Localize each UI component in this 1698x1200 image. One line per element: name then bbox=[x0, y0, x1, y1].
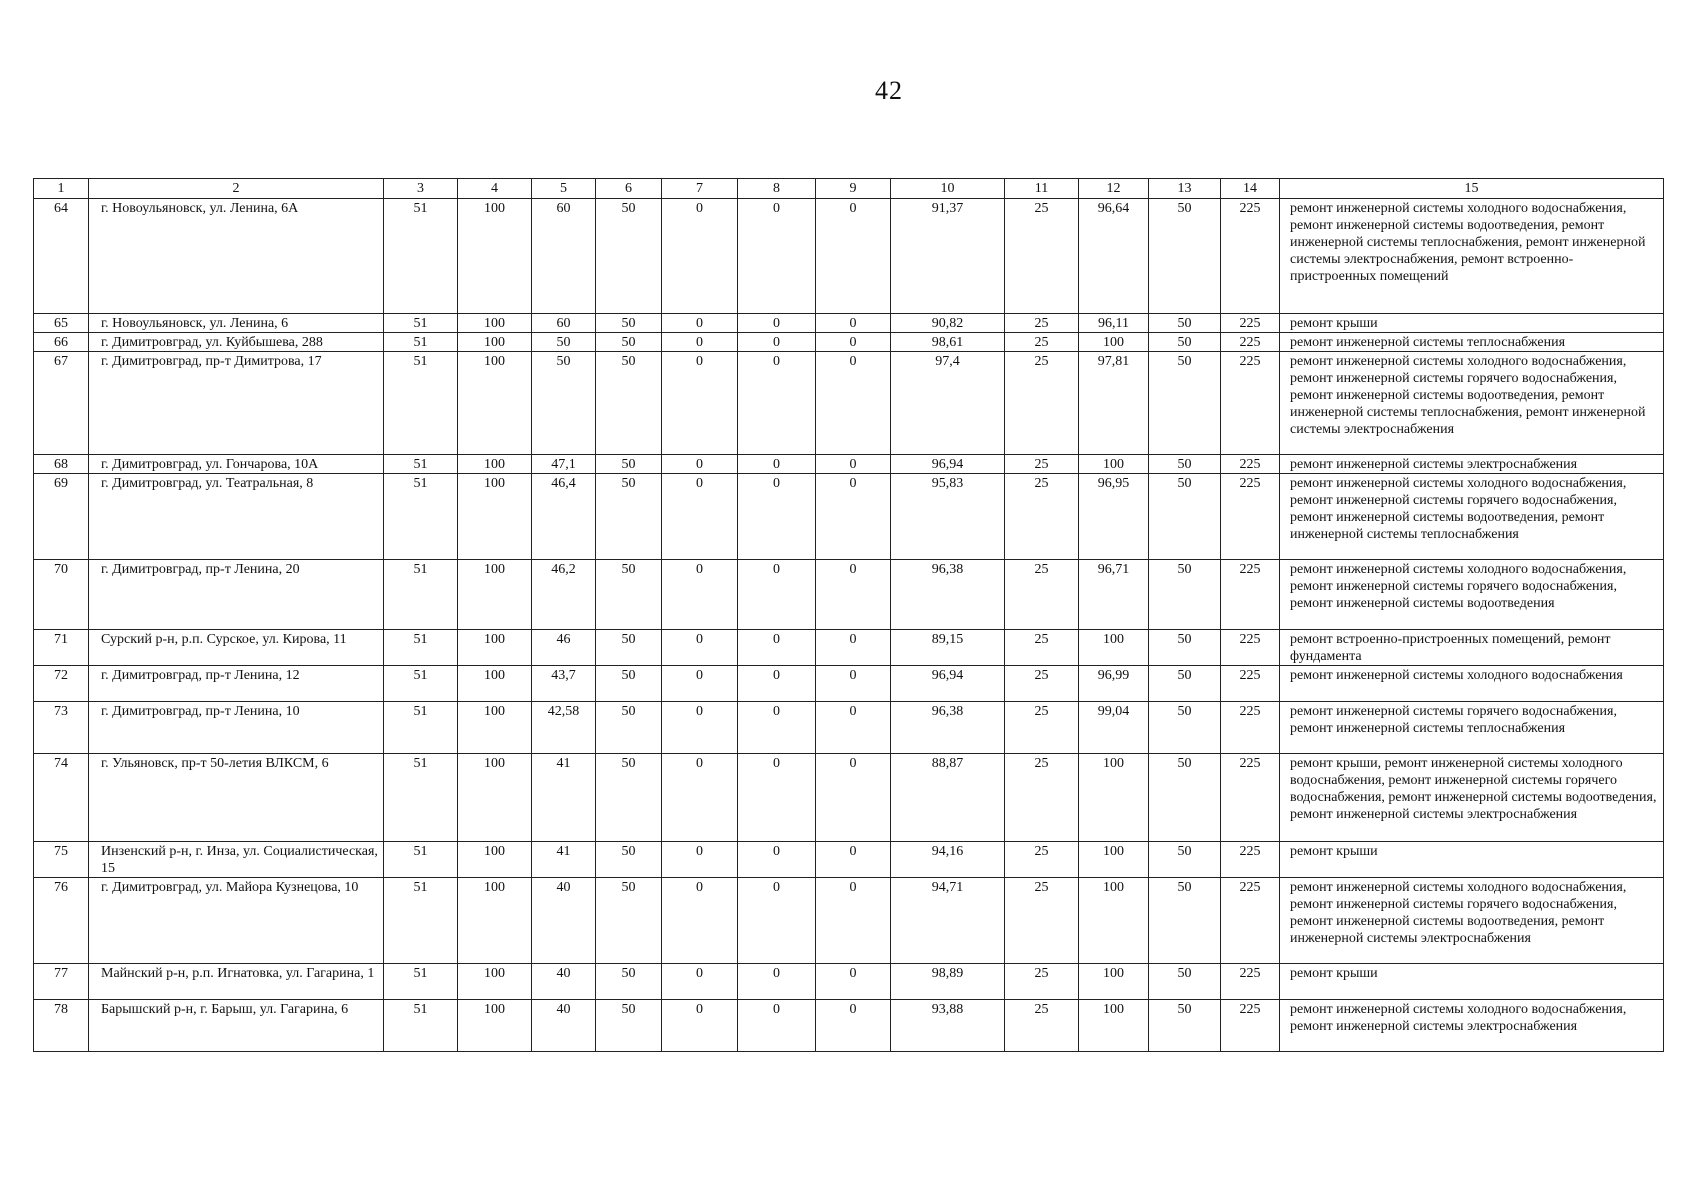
value-cell: 88,87 bbox=[891, 754, 1005, 842]
table-row bbox=[34, 842, 1664, 878]
value-cell: 50 bbox=[1149, 560, 1221, 630]
value-cell: 0 bbox=[816, 474, 891, 560]
value-cell: 51 bbox=[384, 333, 458, 352]
address-cell: г. Новоульяновск, ул. Ленина, 6 bbox=[89, 314, 384, 333]
works-cell: ремонт инженерной системы холодного водоснабжения bbox=[1280, 666, 1664, 702]
value-cell: 0 bbox=[816, 666, 891, 702]
value-cell: 100 bbox=[458, 333, 532, 352]
value-cell: 25 bbox=[1005, 333, 1079, 352]
column-header: 14 bbox=[1221, 179, 1280, 199]
column-header: 8 bbox=[738, 179, 816, 199]
value-cell: 225 bbox=[1221, 702, 1280, 754]
value-cell: 46 bbox=[532, 630, 596, 666]
value-cell: 40 bbox=[532, 878, 596, 964]
value-cell: 0 bbox=[662, 878, 738, 964]
value-cell: 100 bbox=[1079, 333, 1149, 352]
value-cell: 96,99 bbox=[1079, 666, 1149, 702]
value-cell: 225 bbox=[1221, 314, 1280, 333]
value-cell: 0 bbox=[738, 474, 816, 560]
value-cell: 50 bbox=[1149, 754, 1221, 842]
value-cell: 0 bbox=[816, 702, 891, 754]
value-cell: 0 bbox=[662, 666, 738, 702]
value-cell: 225 bbox=[1221, 1000, 1280, 1052]
value-cell: 41 bbox=[532, 754, 596, 842]
value-cell: 50 bbox=[596, 754, 662, 842]
value-cell: 60 bbox=[532, 314, 596, 333]
value-cell: 225 bbox=[1221, 754, 1280, 842]
value-cell: 0 bbox=[738, 666, 816, 702]
row-number: 78 bbox=[34, 1000, 89, 1052]
column-header: 9 bbox=[816, 179, 891, 199]
value-cell: 0 bbox=[816, 878, 891, 964]
value-cell: 225 bbox=[1221, 842, 1280, 878]
value-cell: 0 bbox=[662, 199, 738, 314]
value-cell: 100 bbox=[458, 754, 532, 842]
value-cell: 95,83 bbox=[891, 474, 1005, 560]
value-cell: 98,61 bbox=[891, 333, 1005, 352]
value-cell: 0 bbox=[738, 333, 816, 352]
value-cell: 0 bbox=[662, 754, 738, 842]
value-cell: 25 bbox=[1005, 560, 1079, 630]
value-cell: 40 bbox=[532, 964, 596, 1000]
column-header: 10 bbox=[891, 179, 1005, 199]
value-cell: 91,37 bbox=[891, 199, 1005, 314]
value-cell: 96,94 bbox=[891, 455, 1005, 474]
value-cell: 25 bbox=[1005, 199, 1079, 314]
value-cell: 99,04 bbox=[1079, 702, 1149, 754]
value-cell: 0 bbox=[662, 1000, 738, 1052]
value-cell: 0 bbox=[662, 333, 738, 352]
value-cell: 50 bbox=[596, 474, 662, 560]
value-cell: 100 bbox=[458, 455, 532, 474]
value-cell: 51 bbox=[384, 560, 458, 630]
value-cell: 225 bbox=[1221, 474, 1280, 560]
value-cell: 51 bbox=[384, 842, 458, 878]
value-cell: 0 bbox=[816, 199, 891, 314]
works-cell: ремонт инженерной системы холодного водоснабжения, ремонт инженерной системы горячего водоснабжения, ремонт инженерной системы водоотведения bbox=[1280, 560, 1664, 630]
address-cell: Барышский р-н, г. Барыш, ул. Гагарина, 6 bbox=[89, 1000, 384, 1052]
value-cell: 25 bbox=[1005, 474, 1079, 560]
value-cell: 50 bbox=[1149, 964, 1221, 1000]
value-cell: 100 bbox=[458, 1000, 532, 1052]
works-cell: ремонт инженерной системы холодного водоснабжения, ремонт инженерной системы горячего водоснабжения, ремонт инженерной системы водоотведения, ремонт инженерной системы электроснабжения bbox=[1280, 878, 1664, 964]
address-cell: г. Новоульяновск, ул. Ленина, 6А bbox=[89, 199, 384, 314]
value-cell: 100 bbox=[1079, 630, 1149, 666]
address-cell: г. Ульяновск, пр-т 50-летия ВЛКСМ, 6 bbox=[89, 754, 384, 842]
value-cell: 0 bbox=[816, 455, 891, 474]
value-cell: 225 bbox=[1221, 333, 1280, 352]
value-cell: 93,88 bbox=[891, 1000, 1005, 1052]
value-cell: 225 bbox=[1221, 560, 1280, 630]
value-cell: 100 bbox=[458, 878, 532, 964]
value-cell: 0 bbox=[738, 702, 816, 754]
table-row bbox=[34, 333, 1664, 352]
table-row bbox=[34, 352, 1664, 455]
row-number: 68 bbox=[34, 455, 89, 474]
value-cell: 0 bbox=[738, 560, 816, 630]
works-cell: ремонт крыши bbox=[1280, 314, 1664, 333]
value-cell: 51 bbox=[384, 1000, 458, 1052]
value-cell: 225 bbox=[1221, 964, 1280, 1000]
address-cell: Инзенский р-н, г. Инза, ул. Социалистическая, 15 bbox=[89, 842, 384, 878]
value-cell: 0 bbox=[662, 842, 738, 878]
value-cell: 0 bbox=[738, 754, 816, 842]
value-cell: 96,64 bbox=[1079, 199, 1149, 314]
value-cell: 0 bbox=[662, 455, 738, 474]
value-cell: 100 bbox=[1079, 842, 1149, 878]
row-number: 75 bbox=[34, 842, 89, 878]
address-cell: г. Димитровград, пр-т Димитрова, 17 bbox=[89, 352, 384, 455]
value-cell: 50 bbox=[1149, 1000, 1221, 1052]
column-header: 4 bbox=[458, 179, 532, 199]
header-row bbox=[34, 179, 1664, 199]
works-cell: ремонт крыши bbox=[1280, 964, 1664, 1000]
value-cell: 0 bbox=[662, 314, 738, 333]
value-cell: 50 bbox=[532, 333, 596, 352]
value-cell: 94,16 bbox=[891, 842, 1005, 878]
table-row bbox=[34, 1000, 1664, 1052]
value-cell: 0 bbox=[662, 630, 738, 666]
column-header: 12 bbox=[1079, 179, 1149, 199]
value-cell: 51 bbox=[384, 878, 458, 964]
works-cell: ремонт инженерной системы холодного водоснабжения, ремонт инженерной системы водоотведения, ремонт инженерной системы теплоснабжения, ремонт инженерной системы электроснабжения, ремонт встроенно-пристроенных помещений bbox=[1280, 199, 1664, 314]
value-cell: 50 bbox=[596, 630, 662, 666]
value-cell: 51 bbox=[384, 314, 458, 333]
value-cell: 25 bbox=[1005, 630, 1079, 666]
value-cell: 50 bbox=[596, 352, 662, 455]
table-row bbox=[34, 314, 1664, 333]
value-cell: 25 bbox=[1005, 878, 1079, 964]
value-cell: 0 bbox=[816, 314, 891, 333]
value-cell: 50 bbox=[1149, 352, 1221, 455]
value-cell: 42,58 bbox=[532, 702, 596, 754]
works-cell: ремонт инженерной системы холодного водоснабжения, ремонт инженерной системы горячего водоснабжения, ремонт инженерной системы водоотведения, ремонт инженерной системы теплоснабжения, ремонт инженерной системы электроснабжения bbox=[1280, 352, 1664, 455]
value-cell: 0 bbox=[816, 754, 891, 842]
works-cell: ремонт инженерной системы теплоснабжения bbox=[1280, 333, 1664, 352]
value-cell: 0 bbox=[738, 314, 816, 333]
value-cell: 98,89 bbox=[891, 964, 1005, 1000]
value-cell: 100 bbox=[1079, 964, 1149, 1000]
value-cell: 51 bbox=[384, 199, 458, 314]
row-number: 65 bbox=[34, 314, 89, 333]
value-cell: 50 bbox=[1149, 474, 1221, 560]
address-cell: г. Димитровград, пр-т Ленина, 20 bbox=[89, 560, 384, 630]
value-cell: 50 bbox=[596, 666, 662, 702]
address-cell: г. Димитровград, пр-т Ленина, 12 bbox=[89, 666, 384, 702]
works-cell: ремонт встроенно-пристроенных помещений, ремонт фундамента bbox=[1280, 630, 1664, 666]
value-cell: 50 bbox=[596, 702, 662, 754]
column-header: 13 bbox=[1149, 179, 1221, 199]
value-cell: 97,4 bbox=[891, 352, 1005, 455]
value-cell: 0 bbox=[738, 199, 816, 314]
value-cell: 50 bbox=[596, 878, 662, 964]
value-cell: 96,11 bbox=[1079, 314, 1149, 333]
value-cell: 0 bbox=[816, 964, 891, 1000]
value-cell: 0 bbox=[662, 560, 738, 630]
value-cell: 51 bbox=[384, 754, 458, 842]
value-cell: 51 bbox=[384, 474, 458, 560]
value-cell: 225 bbox=[1221, 666, 1280, 702]
address-cell: г. Димитровград, ул. Куйбышева, 288 bbox=[89, 333, 384, 352]
row-number: 72 bbox=[34, 666, 89, 702]
value-cell: 100 bbox=[1079, 1000, 1149, 1052]
works-cell: ремонт крыши, ремонт инженерной системы холодного водоснабжения, ремонт инженерной системы горячего водоснабжения, ремонт инженерной системы водоотведения, ремонт инженерной системы электроснабжения bbox=[1280, 754, 1664, 842]
value-cell: 51 bbox=[384, 455, 458, 474]
value-cell: 100 bbox=[458, 560, 532, 630]
value-cell: 225 bbox=[1221, 455, 1280, 474]
value-cell: 100 bbox=[458, 630, 532, 666]
value-cell: 0 bbox=[816, 842, 891, 878]
value-cell: 0 bbox=[738, 842, 816, 878]
value-cell: 50 bbox=[1149, 842, 1221, 878]
table-row bbox=[34, 878, 1664, 964]
value-cell: 225 bbox=[1221, 878, 1280, 964]
address-cell: г. Димитровград, ул. Майора Кузнецова, 10 bbox=[89, 878, 384, 964]
value-cell: 50 bbox=[596, 199, 662, 314]
value-cell: 100 bbox=[458, 199, 532, 314]
value-cell: 97,81 bbox=[1079, 352, 1149, 455]
table-row bbox=[34, 474, 1664, 560]
value-cell: 50 bbox=[1149, 199, 1221, 314]
value-cell: 100 bbox=[458, 314, 532, 333]
value-cell: 100 bbox=[458, 842, 532, 878]
value-cell: 50 bbox=[596, 1000, 662, 1052]
value-cell: 51 bbox=[384, 964, 458, 1000]
value-cell: 100 bbox=[1079, 878, 1149, 964]
value-cell: 0 bbox=[816, 333, 891, 352]
value-cell: 96,95 bbox=[1079, 474, 1149, 560]
value-cell: 50 bbox=[1149, 666, 1221, 702]
column-header: 3 bbox=[384, 179, 458, 199]
value-cell: 96,71 bbox=[1079, 560, 1149, 630]
address-cell: г. Димитровград, ул. Гончарова, 10А bbox=[89, 455, 384, 474]
value-cell: 43,7 bbox=[532, 666, 596, 702]
row-number: 67 bbox=[34, 352, 89, 455]
address-cell: г. Димитровград, ул. Театральная, 8 bbox=[89, 474, 384, 560]
value-cell: 100 bbox=[458, 474, 532, 560]
value-cell: 25 bbox=[1005, 314, 1079, 333]
value-cell: 46,4 bbox=[532, 474, 596, 560]
table-row bbox=[34, 560, 1664, 630]
table-row bbox=[34, 199, 1664, 314]
address-cell: г. Димитровград, пр-т Ленина, 10 bbox=[89, 702, 384, 754]
value-cell: 50 bbox=[1149, 455, 1221, 474]
value-cell: 0 bbox=[816, 630, 891, 666]
works-cell: ремонт инженерной системы холодного водоснабжения, ремонт инженерной системы горячего водоснабжения, ремонт инженерной системы водоотведения, ремонт инженерной системы теплоснабжения bbox=[1280, 474, 1664, 560]
value-cell: 100 bbox=[458, 666, 532, 702]
repair-table bbox=[33, 178, 1664, 1052]
value-cell: 96,38 bbox=[891, 702, 1005, 754]
table-row bbox=[34, 630, 1664, 666]
value-cell: 89,15 bbox=[891, 630, 1005, 666]
table-row bbox=[34, 666, 1664, 702]
value-cell: 50 bbox=[596, 455, 662, 474]
row-number: 70 bbox=[34, 560, 89, 630]
value-cell: 25 bbox=[1005, 1000, 1079, 1052]
value-cell: 90,82 bbox=[891, 314, 1005, 333]
value-cell: 25 bbox=[1005, 352, 1079, 455]
row-number: 73 bbox=[34, 702, 89, 754]
value-cell: 0 bbox=[738, 352, 816, 455]
table-row bbox=[34, 702, 1664, 754]
value-cell: 50 bbox=[596, 842, 662, 878]
value-cell: 51 bbox=[384, 666, 458, 702]
value-cell: 25 bbox=[1005, 666, 1079, 702]
value-cell: 50 bbox=[596, 333, 662, 352]
column-header: 11 bbox=[1005, 179, 1079, 199]
address-cell: Сурский р-н, р.п. Сурское, ул. Кирова, 11 bbox=[89, 630, 384, 666]
value-cell: 0 bbox=[738, 1000, 816, 1052]
value-cell: 47,1 bbox=[532, 455, 596, 474]
column-header: 5 bbox=[532, 179, 596, 199]
row-number: 77 bbox=[34, 964, 89, 1000]
row-number: 74 bbox=[34, 754, 89, 842]
table-row bbox=[34, 754, 1664, 842]
value-cell: 0 bbox=[738, 630, 816, 666]
value-cell: 0 bbox=[738, 878, 816, 964]
value-cell: 50 bbox=[532, 352, 596, 455]
value-cell: 96,94 bbox=[891, 666, 1005, 702]
address-cell: Майнский р-н, р.п. Игнатовка, ул. Гагарина, 1 bbox=[89, 964, 384, 1000]
works-cell: ремонт инженерной системы электроснабжения bbox=[1280, 455, 1664, 474]
column-header: 1 bbox=[34, 179, 89, 199]
row-number: 66 bbox=[34, 333, 89, 352]
value-cell: 50 bbox=[596, 964, 662, 1000]
row-number: 71 bbox=[34, 630, 89, 666]
value-cell: 94,71 bbox=[891, 878, 1005, 964]
value-cell: 0 bbox=[738, 964, 816, 1000]
value-cell: 100 bbox=[1079, 754, 1149, 842]
value-cell: 51 bbox=[384, 702, 458, 754]
value-cell: 50 bbox=[1149, 314, 1221, 333]
table-row bbox=[34, 455, 1664, 474]
value-cell: 100 bbox=[458, 702, 532, 754]
value-cell: 51 bbox=[384, 352, 458, 455]
value-cell: 25 bbox=[1005, 754, 1079, 842]
works-cell: ремонт крыши bbox=[1280, 842, 1664, 878]
value-cell: 0 bbox=[816, 1000, 891, 1052]
works-cell: ремонт инженерной системы холодного водоснабжения, ремонт инженерной системы электроснабжения bbox=[1280, 1000, 1664, 1052]
value-cell: 0 bbox=[816, 560, 891, 630]
value-cell: 60 bbox=[532, 199, 596, 314]
value-cell: 225 bbox=[1221, 630, 1280, 666]
table-row bbox=[34, 964, 1664, 1000]
value-cell: 100 bbox=[1079, 455, 1149, 474]
page-number: 42 bbox=[875, 76, 903, 105]
works-cell: ремонт инженерной системы горячего водоснабжения, ремонт инженерной системы теплоснабжения bbox=[1280, 702, 1664, 754]
value-cell: 25 bbox=[1005, 842, 1079, 878]
value-cell: 50 bbox=[1149, 630, 1221, 666]
row-number: 69 bbox=[34, 474, 89, 560]
value-cell: 25 bbox=[1005, 455, 1079, 474]
value-cell: 46,2 bbox=[532, 560, 596, 630]
value-cell: 225 bbox=[1221, 199, 1280, 314]
value-cell: 0 bbox=[662, 474, 738, 560]
value-cell: 0 bbox=[662, 702, 738, 754]
value-cell: 96,38 bbox=[891, 560, 1005, 630]
value-cell: 40 bbox=[532, 1000, 596, 1052]
value-cell: 25 bbox=[1005, 702, 1079, 754]
column-header: 6 bbox=[596, 179, 662, 199]
value-cell: 50 bbox=[596, 314, 662, 333]
value-cell: 0 bbox=[738, 455, 816, 474]
value-cell: 0 bbox=[816, 352, 891, 455]
value-cell: 0 bbox=[662, 352, 738, 455]
value-cell: 100 bbox=[458, 352, 532, 455]
column-header: 15 bbox=[1280, 179, 1664, 199]
value-cell: 50 bbox=[596, 560, 662, 630]
value-cell: 41 bbox=[532, 842, 596, 878]
value-cell: 25 bbox=[1005, 964, 1079, 1000]
row-number: 64 bbox=[34, 199, 89, 314]
value-cell: 50 bbox=[1149, 333, 1221, 352]
column-header: 7 bbox=[662, 179, 738, 199]
value-cell: 50 bbox=[1149, 878, 1221, 964]
value-cell: 50 bbox=[1149, 702, 1221, 754]
value-cell: 225 bbox=[1221, 352, 1280, 455]
row-number: 76 bbox=[34, 878, 89, 964]
value-cell: 100 bbox=[458, 964, 532, 1000]
column-header: 2 bbox=[89, 179, 384, 199]
value-cell: 0 bbox=[662, 964, 738, 1000]
value-cell: 51 bbox=[384, 630, 458, 666]
